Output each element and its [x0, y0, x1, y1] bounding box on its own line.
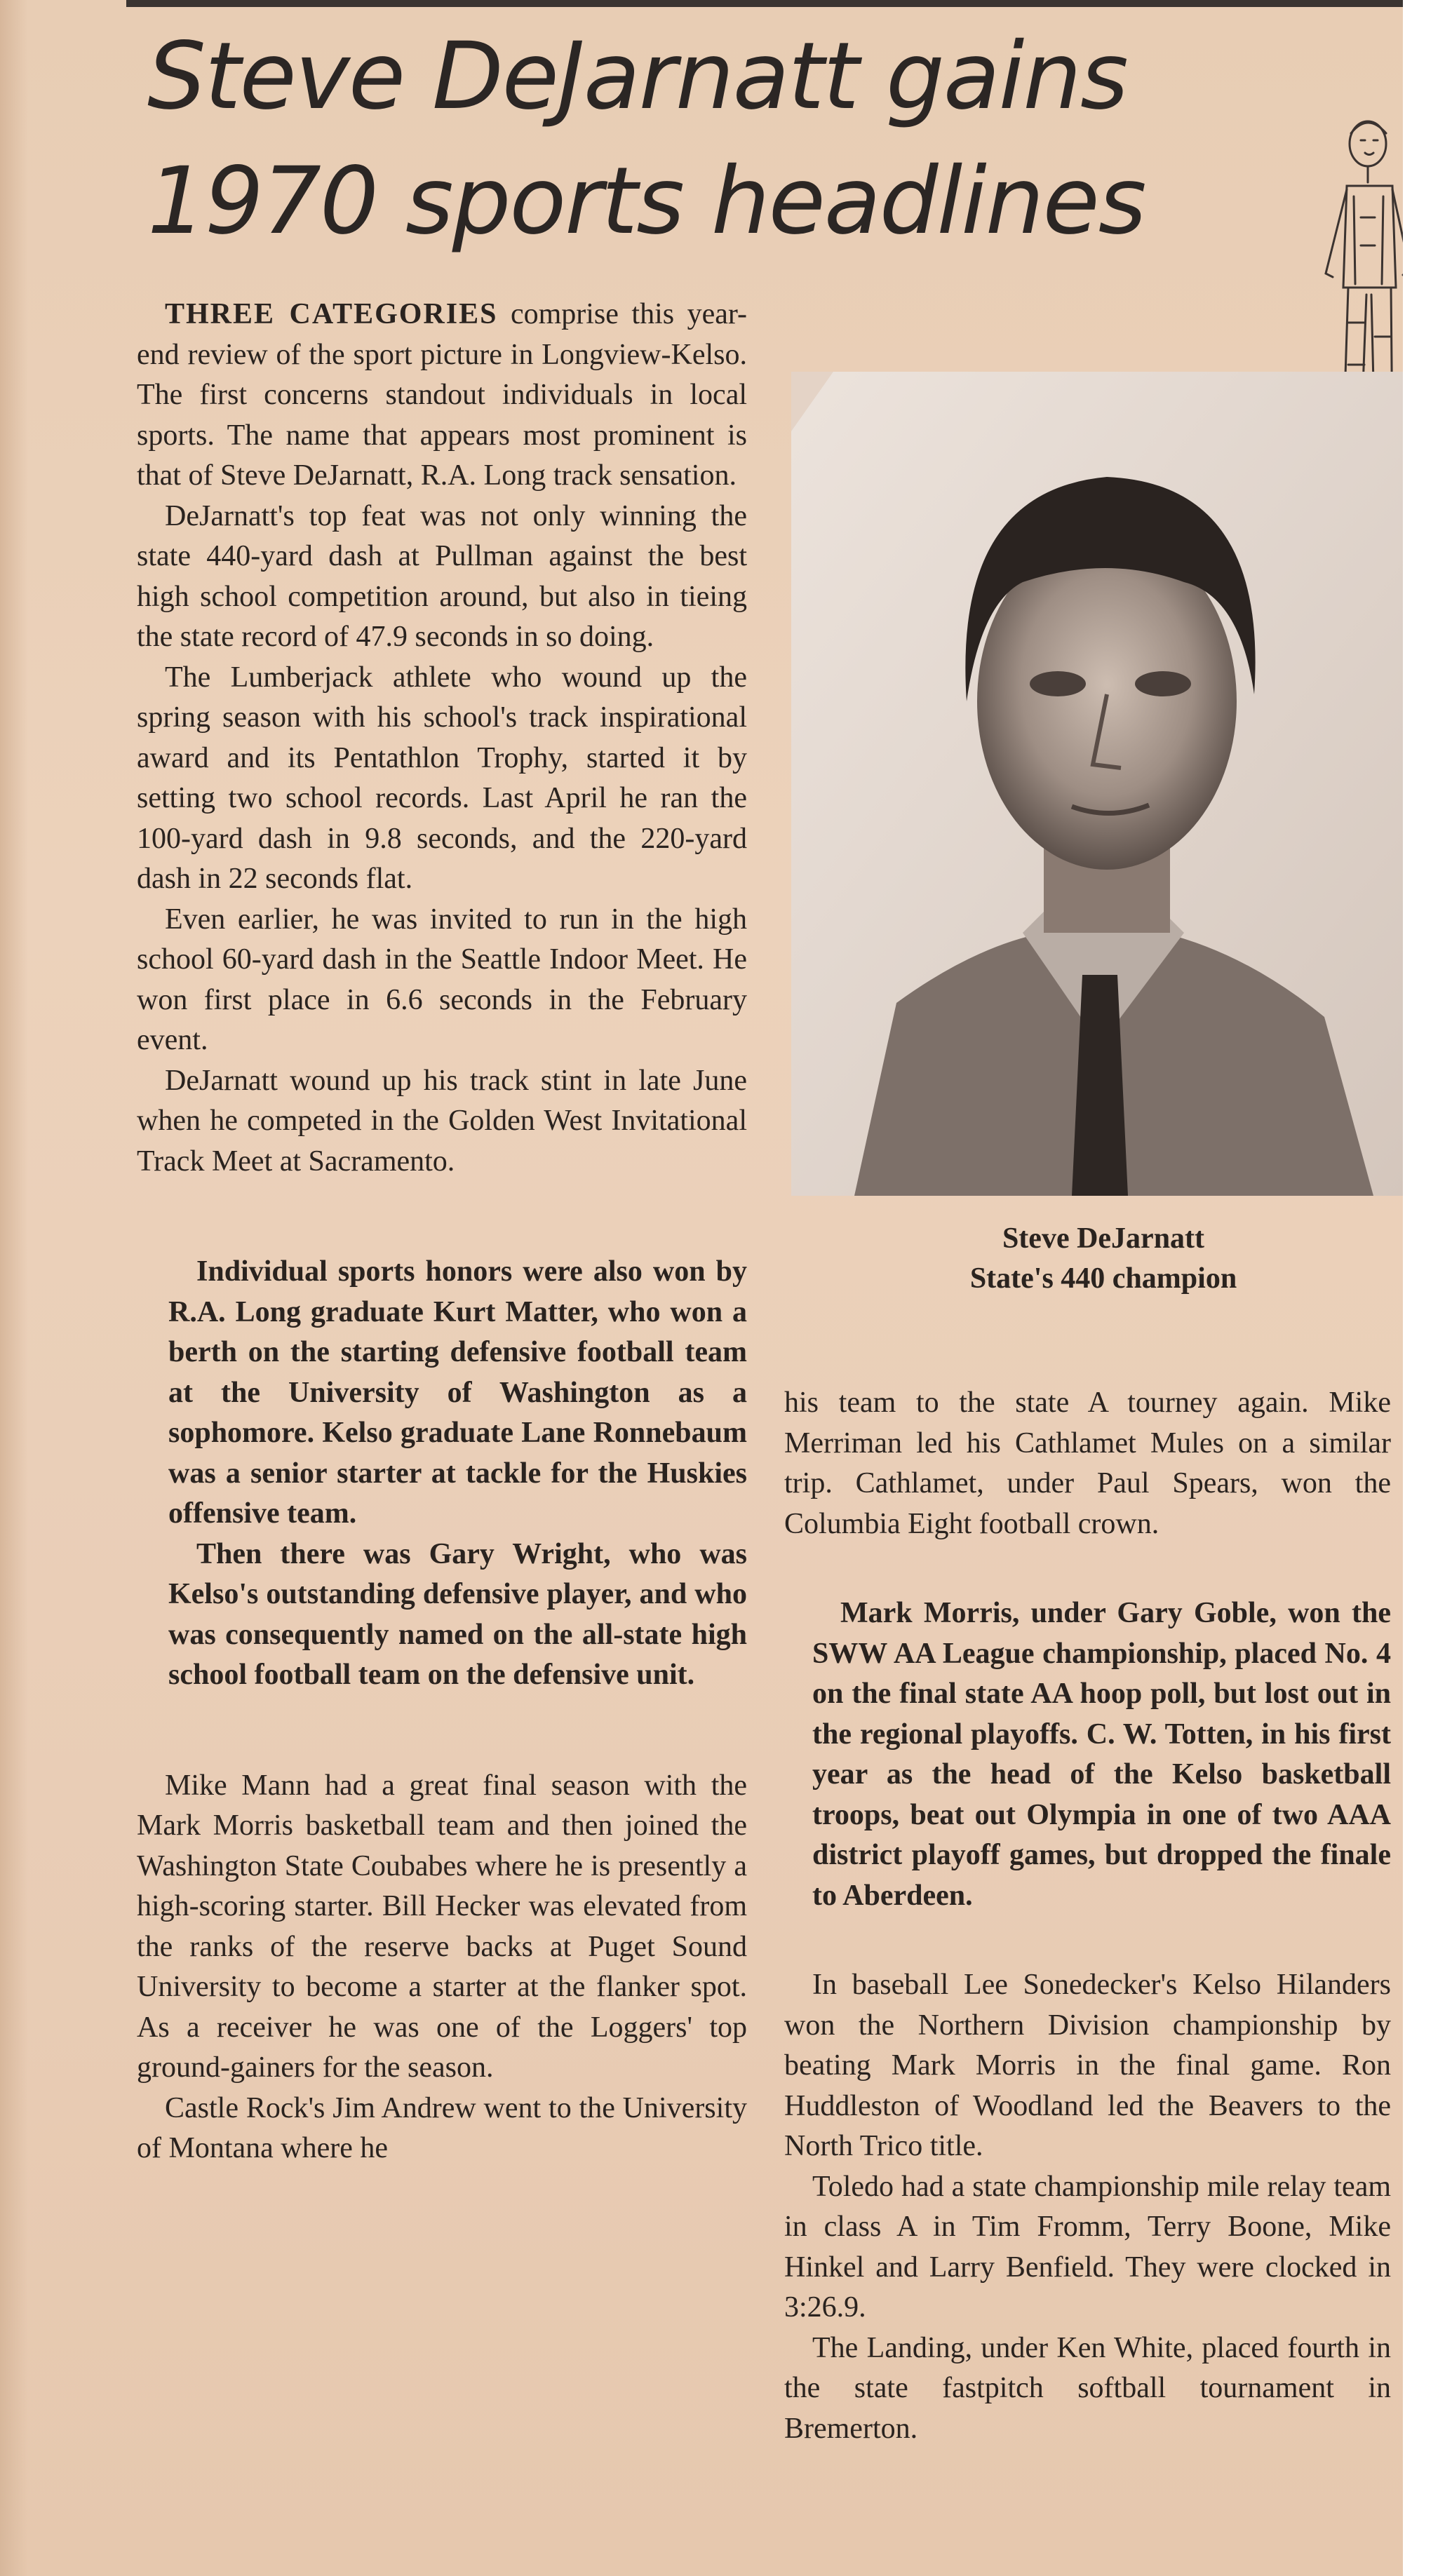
paragraph: Toledo had a state championship mile relay team in class A in Tim Fromm, Terry Boone, Mike Hinkel and Larry Benfield. They were clocked in 3:26.9. [784, 2170, 1391, 2324]
paragraph-bold: Mark Morris, under Gary Goble, won the SWW AA League championship, placed No. 4 on the final state AA hoop poll, but lost out in the regional playoffs. C. W. Totten, in his first year as the head of the Kelso basketball troops, beat out Olympia in one of two AAA district playoff games, but dropped the finale to Aberdeen. [812, 1597, 1391, 1912]
photo-caption [791, 1219, 1416, 1299]
clipping-top-edge [126, 0, 1403, 7]
caption-title: State's 440 champion [969, 1262, 1237, 1295]
headline-line-2: 1970 sports headlines [147, 147, 1145, 255]
paragraph [137, 295, 747, 497]
left-column [137, 295, 747, 2169]
caption-name: Steve DeJarnatt [1002, 1222, 1205, 1255]
right-column [784, 1383, 1391, 2449]
paragraph-bold: Individual sports honors were also won by R.A. Long graduate Kurt Matter, who won a berth on the starting defensive football team at the University of Washington as a sophomore. Kelso graduate Lane Ronnebaum was a senior starter at tackle for the Huskies offensive team. [168, 1255, 747, 1530]
paragraph: his team to the state A tourney again. Mike Merriman led his Cathlamet Mules on a similar trip. Cathlamet, under Paul Spears, won the Columbia Eight football crown. [784, 1387, 1391, 1540]
paragraph: Even earlier, he was invited to run in the high school 60-yard dash in the Seattle Indoor Meet. He won first place in 6.6 seconds in the February event. [137, 903, 747, 1056]
paragraph: Castle Rock's Jim Andrew went to the University of Montana where he [137, 2091, 747, 2164]
paragraph: DeJarnatt's top feat was not only winning the state 440-yard dash at Pullman against the best high school competition around, but also in tieing the state record of 47.9 seconds in so doing. [137, 499, 747, 653]
scan-margin [1403, 0, 1452, 2576]
paper-edge-shadow [0, 0, 28, 2576]
portrait-illustration [791, 372, 1416, 1196]
paragraph-text: comprise this year-end review of the sport picture in Longview-Kelso. The first concerns standout individuals in local sports. The name that appears most prominent is that of Steve DeJarnatt, R.A. Long track sensation. [137, 298, 747, 492]
lead-in: THREE CATEGORIES [165, 298, 498, 330]
paragraph: In baseball Lee Sonedecker's Kelso Hilanders won the Northern Division championship by beating Mark Morris in the final game. Ron Huddleston of Woodland led the Beavers to the North Trico title. [784, 1969, 1391, 2162]
headline-line-1: Steve DeJarnatt gains [147, 22, 1127, 130]
paragraph-bold: Then there was Gary Wright, who was Kelso's outstanding defensive player, and who was consequently named on the all-state high school football team on the defensive unit. [168, 1537, 747, 1691]
paragraph: The Lumberjack athlete who wound up the spring season with his school's track inspirational award and its Pentathlon Trophy, started it by setting two school records. Last April he ran the 100-yard dash in 9.8 seconds, and the 220-yard dash in 22 seconds flat. [137, 661, 747, 895]
paragraph: The Landing, under Ken White, placed fourth in the state fastpitch softball tournament in Bremerton. [784, 2331, 1391, 2445]
paragraph: Mike Mann had a great final season with the Mark Morris basketball team and then joined the Washington State Coubabes where he is presently a high-scoring starter. Bill Hecker was elevated from the ranks of the reserve backs at Puget Sound University to become a starter at the flanker spot. As a receiver he was one of the Loggers' top ground-gainers for the season. [137, 1769, 747, 2084]
portrait-photo [791, 372, 1416, 1196]
paragraph: DeJarnatt wound up his track stint in late June when he competed in the Golden West Invitational Track Meet at Sacramento. [137, 1064, 747, 1178]
headline [147, 14, 1305, 264]
